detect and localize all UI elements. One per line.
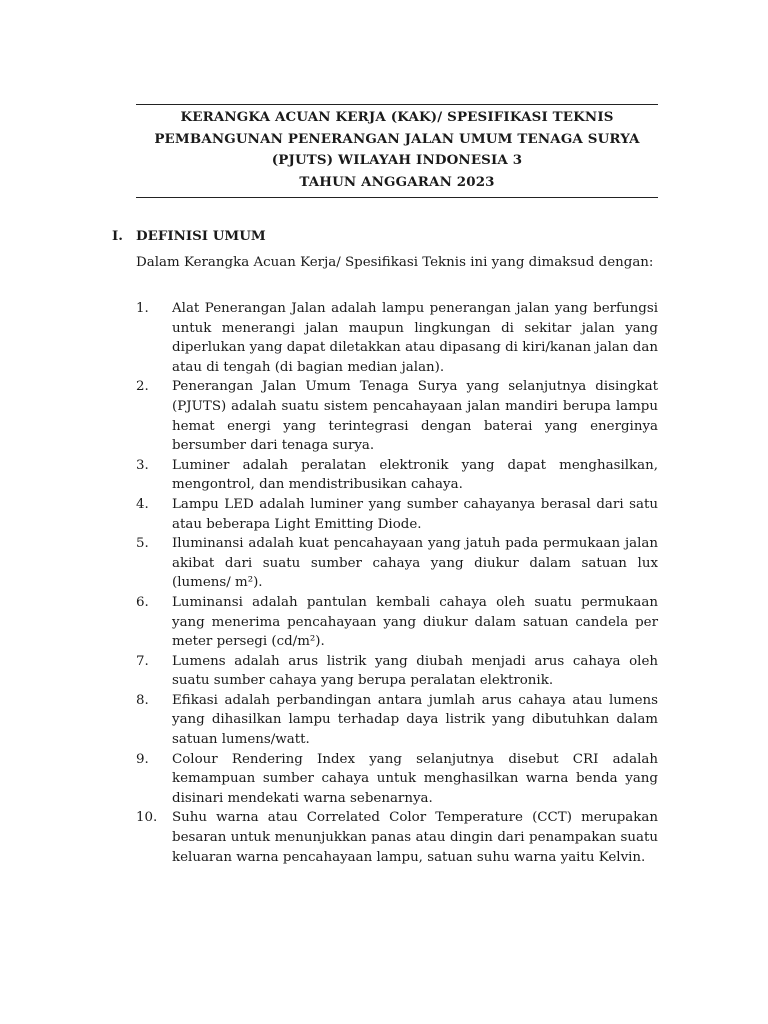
section-intro: Dalam Kerangka Acuan Kerja/ Spesifikasi Teknis ini yang dimaksud dengan: [136,255,654,270]
definition-text: Efikasi adalah perbandingan antara jumlah arus cahaya atau lumens yang dihasilkan lampu terhadap daya listrik yang dibutuhkan dalam satuan lumens/watt. [172,692,658,748]
definition-item [136,593,658,652]
definition-number: 2. [136,379,149,395]
definition-number: 7. [136,653,149,669]
definition-text: Penerangan Jalan Umum Tenaga Surya yang selanjutnya disingkat (PJUTS) adalah suatu sistem pencahayaan jalan mandiri berupa lampu hemat energi yang terintegrasi dengan baterai yang energinya bersumber dari tenaga surya. [172,379,658,454]
definition-number: 8. [136,692,149,708]
title-line: PEMBANGUNAN PENERANGAN JALAN UMUM TENAGA SURYA [154,130,640,147]
definition-text: Suhu warna atau Correlated Color Temperature (CCT) merupakan besaran untuk menunjukkan panas atau dingin dari penampakan suatu keluaran warna pencahayaan lampu, satuan suhu warna yaitu Kelvin. [172,810,658,865]
definition-item [136,691,658,750]
definition-number: 5. [136,536,149,552]
definition-text: Colour Rendering Index yang selanjutnya disebut CRI adalah kemampuan sumber cahaya untuk menghasilkan warna benda yang disinari mendekati warna sebenarnya. [172,751,658,806]
definition-number: 9. [136,751,149,767]
definition-item [136,456,658,495]
definition-item [136,808,658,867]
title-line: TAHUN ANGGARAN 2023 [299,173,495,190]
definition-number: 3. [136,457,149,473]
definition-number: 1. [136,301,149,316]
definition-number: 10. [136,810,158,826]
section-heading [112,226,266,246]
section-number: I. [112,228,123,244]
definition-text: Iluminansi adalah kuat pencahayaan yang jatuh pada permukaan jalan akibat dari suatu sumber cahaya yang diukur dalam satuan lux (lumens/ m²). [172,536,658,591]
document-title [136,107,658,193]
title-bottom-rule [136,197,658,198]
definition-number: 6. [136,594,149,610]
definition-text: Alat Penerangan Jalan adalah lampu penerangan jalan yang berfungsi untuk menerangi jalan maupun lingkungan di sekitar jalan yang diperlukan yang dapat diletakkan atau dipasang di kiri/kanan jalan dan atau di tengah (di bagian median jalan). [172,301,658,375]
definition-item [136,652,658,691]
definition-text: Luminer adalah peralatan elektronik yang dapat menghasilkan, mengontrol, dan mendistribusikan cahaya. [172,457,658,493]
definition-number: 4. [136,496,149,512]
definition-text: Lumens adalah arus listrik yang diubah menjadi arus cahaya oleh suatu sumber cahaya yang berupa peralatan elektronik. [172,653,658,689]
definition-text: Luminansi adalah pantulan kembali cahaya oleh suatu permukaan yang menerima pencahayaan yang diukur dalam satuan candela per meter persegi (cd/m²). [172,594,658,650]
title-line: KERANGKA ACUAN KERJA (KAK)/ SPESIFIKASI TEKNIS [180,109,614,125]
title-line: (PJUTS) WILAYAH INDONESIA 3 [271,152,523,168]
definition-item [136,534,658,593]
definition-item [136,377,658,455]
definition-item [136,750,658,809]
section-title: DEFINISI UMUM [136,228,266,244]
definition-item [136,299,658,377]
definition-item [136,495,658,534]
definition-text: Lampu LED adalah luminer yang sumber cahayanya berasal dari satu atau beberapa Light Emitting Diode. [172,496,658,532]
title-top-rule [136,104,658,105]
definition-list [136,299,658,867]
